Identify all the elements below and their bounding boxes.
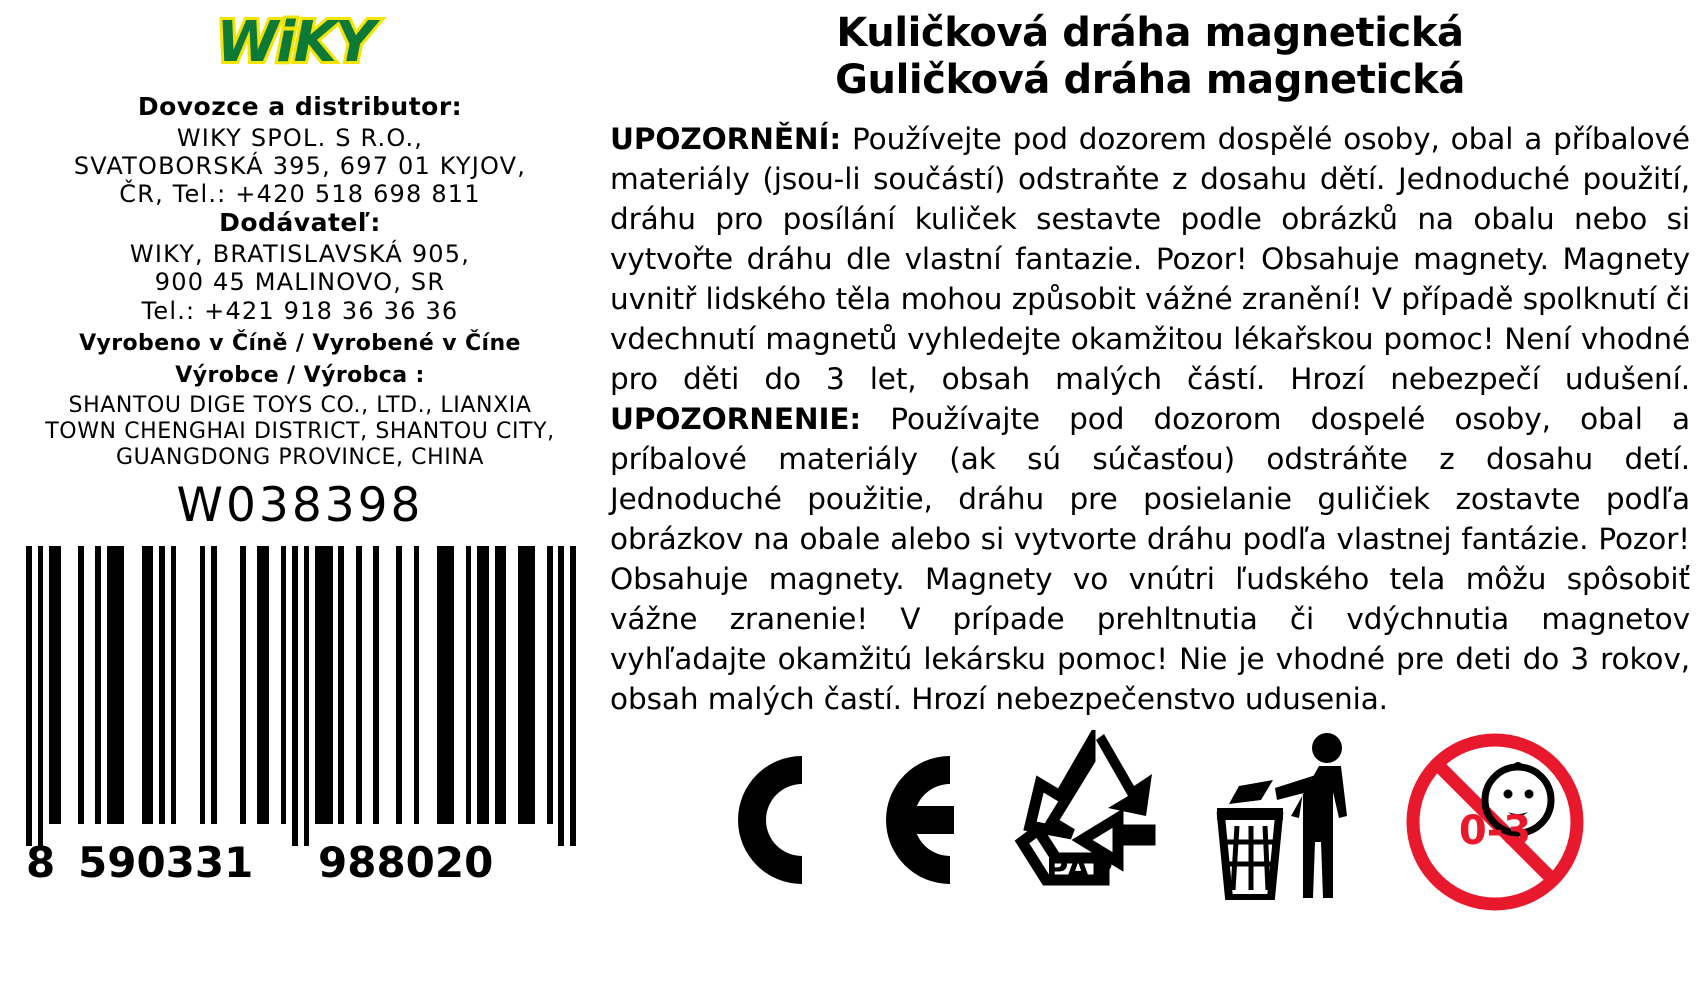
- barcode-bar: [477, 546, 489, 824]
- compliance-symbols: [710, 730, 1670, 980]
- barcode-bar: [240, 546, 246, 824]
- barcode-space: [124, 546, 141, 547]
- barcode-bar: [338, 546, 344, 824]
- product-title: [610, 0, 1690, 104]
- barcode-bar: [495, 546, 507, 824]
- barcode-bar: [26, 546, 32, 846]
- barcode-bar: [466, 546, 472, 824]
- barcode-digit-group-2: 590331: [78, 838, 254, 887]
- warning-body-sk: Používajte pod dozorom dospelé osoby, obal a príbalové materiály (ak sú súčasťou) odstráňte z dosahu detí. Jednoduché použitie, dráhu pre posielanie guličiek zostavte podľa obrázkov na obale alebo si vytvorte dráhu podľa vlastnej fantázie. Pozor! Obsahuje magnety. Magnety vo vnútri ľudského tela môžu spôsobiť vážne zranenie! V prípade prehltnutia či vdýchnutia magnetov vyhľadajte okamžitú lekársku pomoc! Nie je vhodné pre deti do 3 rokov, obsah malých častí. Hrozí nebezpečenstvo udusenia.: [610, 402, 1690, 716]
- warning-text: [610, 120, 1690, 720]
- barcode-bar: [304, 546, 310, 846]
- barcode-bar: [356, 546, 362, 824]
- barcode-space: [506, 546, 518, 547]
- wiky-logo-text: WiKY: [216, 10, 374, 75]
- barcode-bar: [257, 546, 269, 824]
- product-code: W038398: [176, 478, 424, 533]
- barcode: [26, 546, 576, 846]
- barcode-bar: [107, 546, 124, 824]
- barcode-digit-group-3: 988020: [318, 838, 494, 887]
- barcode-bar: [396, 546, 402, 824]
- barcode-bar: [315, 546, 332, 824]
- barcode-space: [269, 546, 281, 547]
- barcode-space: [344, 546, 356, 547]
- barcode-bar: [547, 546, 553, 824]
- barcode-digit-group-1: 8: [26, 838, 56, 887]
- barcode-bar: [95, 546, 101, 824]
- barcode-space: [535, 546, 547, 547]
- age-label: 0-3: [1458, 808, 1532, 854]
- company-address-block: [0, 92, 600, 471]
- barcode-bar: [78, 546, 84, 824]
- barcode-bar: [437, 546, 454, 824]
- manufacturer-heading: Výrobce / Výrobca :: [175, 362, 425, 388]
- importer-line-3: ČR, Tel.: +420 518 698 811: [119, 180, 481, 209]
- barcode-space: [176, 546, 199, 547]
- barcode-space: [419, 546, 436, 547]
- manufacturer-line-2: TOWN CHENGHAI DISTRICT, SHANTOU CITY,: [45, 418, 555, 444]
- barcode-bar: [200, 546, 206, 824]
- barcode-bar: [171, 546, 177, 824]
- barcode-space: [61, 546, 78, 547]
- barcode-space: [362, 546, 374, 547]
- barcode-bar: [518, 546, 535, 824]
- supplier-line-3: Tel.: +421 918 36 36 36: [141, 296, 459, 325]
- barcode-bar: [142, 546, 154, 824]
- barcode-bar: [570, 546, 576, 846]
- do-not-litter-icon: [1215, 730, 1375, 900]
- barcode-space: [217, 546, 240, 547]
- supplier-heading: Dodávateľ:: [219, 208, 381, 238]
- product-title-sk: Guličková dráha magnetická: [835, 57, 1465, 104]
- barcode-bar: [414, 546, 420, 824]
- warning-body-cs: Používejte pod dozorem dospělé osoby, obal a příbalové materiály (jsou-li součástí) odstraňte z dosahu dětí. Jednoduché použití, dráhu pro posílání kuliček sestavte podle obrázků na obalu nebo si vytvořte dráhu dle vlastní fantazie. Pozor! Obsahuje magnety. Magnety uvnitř lidského těla mohou způsobit vážné zranění! V případě spolknutí či vdechnutí magnetů vyhledejte okamžitou lékařskou pomoc! Není vhodné pro děti do 3 let, obsah malých částí. Hrozí nebezpečí udušení.: [610, 122, 1690, 397]
- manufacturer-line-3: GUANGDONG PROVINCE, CHINA: [115, 444, 485, 470]
- barcode-space: [402, 546, 414, 547]
- warning-label-cs: UPOZORNĚNÍ:: [610, 122, 842, 157]
- ce-mark-icon: [710, 730, 960, 910]
- barcode-bar: [49, 546, 61, 824]
- barcode-space: [246, 546, 258, 547]
- barcode-space: [379, 546, 396, 547]
- barcode-bar: [38, 546, 44, 846]
- warning-label-sk: UPOZORNENIE:: [610, 402, 862, 437]
- barcode-bar: [373, 546, 379, 824]
- left-column: [0, 0, 600, 995]
- barcode-bar: [558, 546, 564, 846]
- barcode-space: [84, 546, 96, 547]
- importer-heading: Dovozce a distributor:: [137, 92, 463, 121]
- barcode-digits: [26, 838, 578, 886]
- supplier-line-1: WIKY, BRATISLAVSKÁ 905,: [129, 239, 471, 268]
- barcode-bar: [211, 546, 217, 824]
- importer-line-1: WIKY SPOL. S R.O.,: [176, 123, 424, 152]
- barcode-space: [454, 546, 466, 547]
- manufacturer-line-1: SHANTOU DIGE TOYS CO., LTD., LIANXIA: [68, 392, 532, 418]
- barcode-bar: [281, 546, 287, 824]
- pap-label: PAP: [1046, 852, 1114, 887]
- wiky-logo: [160, 8, 430, 78]
- importer-line-2: SVATOBORSKÁ 395, 697 01 KYJOV,: [73, 151, 527, 180]
- barcode-bar: [292, 546, 298, 846]
- supplier-line-2: 900 45 MALINOVO, SR: [154, 268, 446, 297]
- made-in-line: Vyrobeno v Číně / Vyrobené v Číne: [79, 330, 521, 356]
- barcode-bar: [159, 546, 165, 824]
- product-title-cs: Kuličková dráha magnetická: [836, 10, 1464, 56]
- right-column: [610, 0, 1690, 995]
